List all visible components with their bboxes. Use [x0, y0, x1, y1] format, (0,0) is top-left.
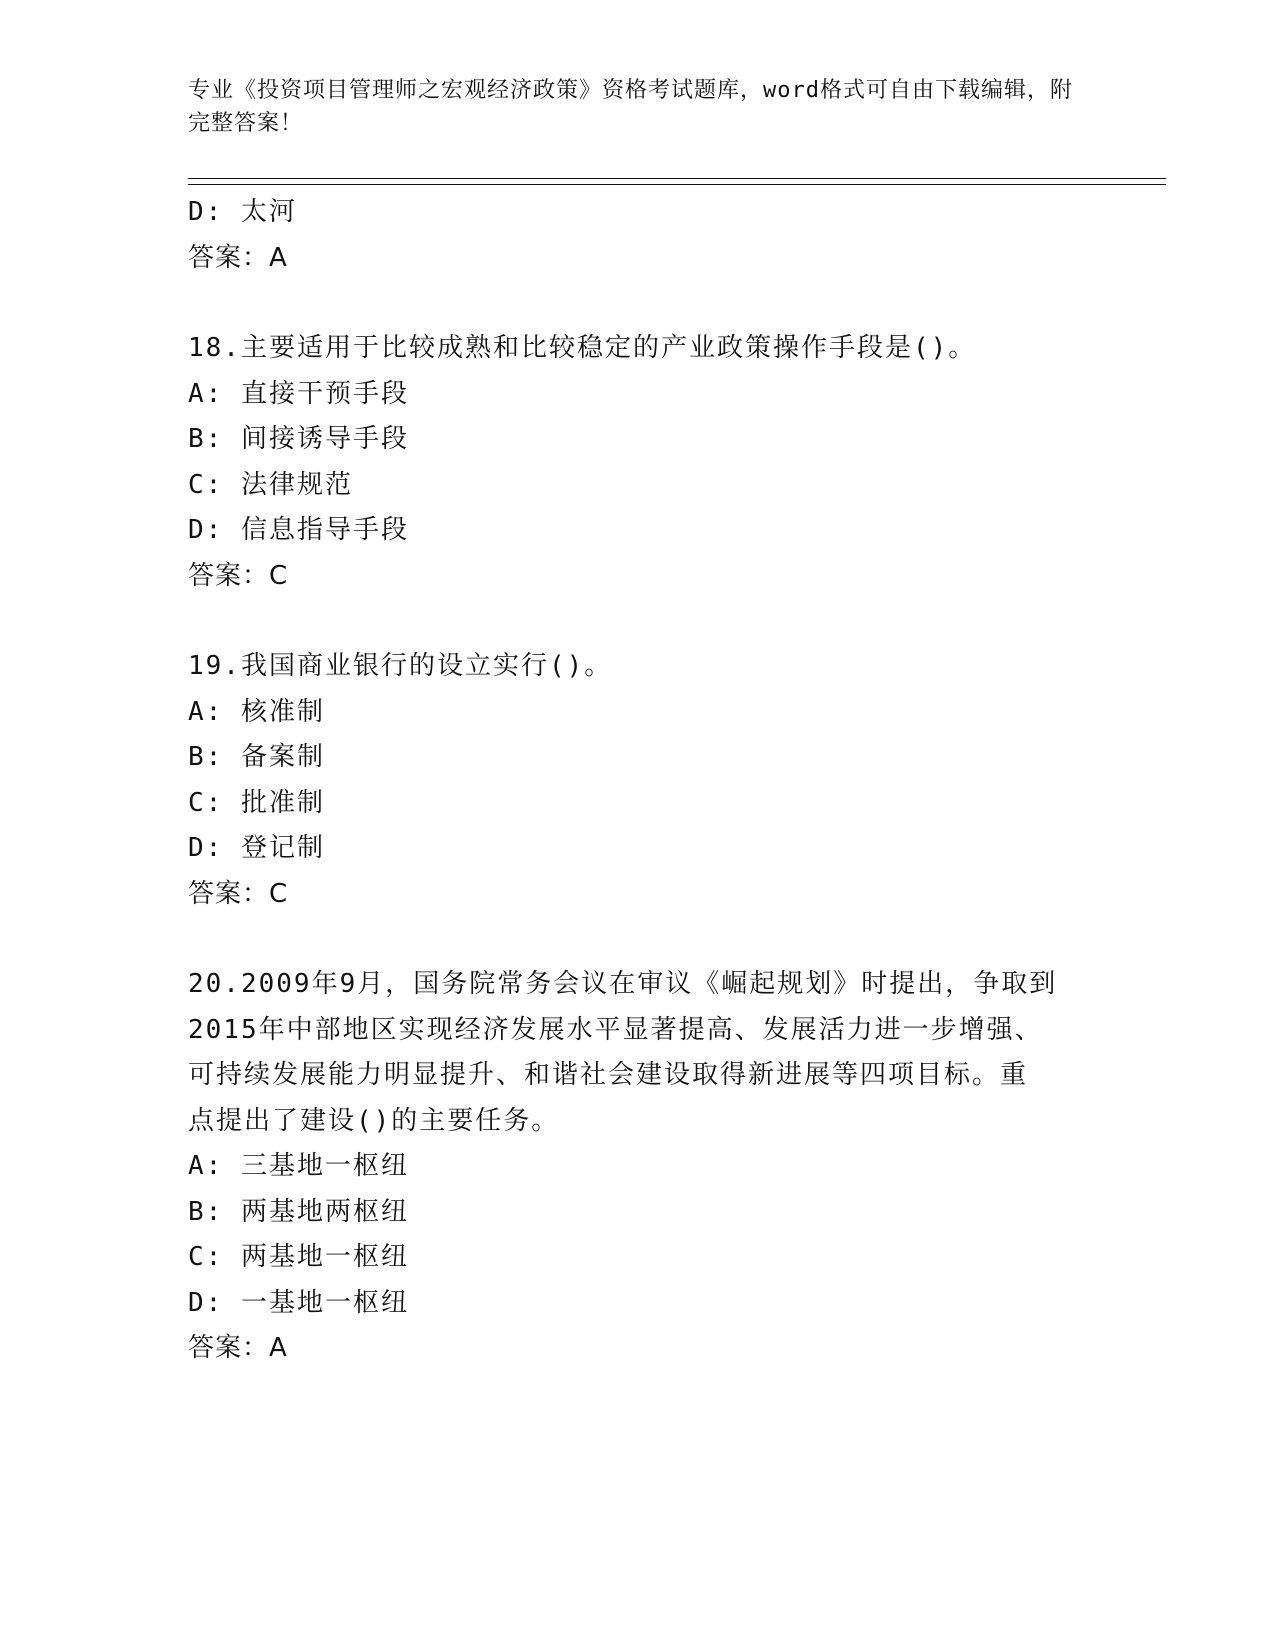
option-d: D: 登记制 [188, 833, 325, 863]
header-rule-top [188, 178, 1166, 179]
question-20 [188, 962, 1088, 1372]
page-header: 专业《投资项目管理师之宏观经济政策》资格考试题库，word格式可自由下载编辑，附完整答案！ [188, 78, 1073, 136]
option-c: C: 法律规范 [188, 469, 353, 500]
question-stem-line-2: 2015年中部地区实现经济发展水平显著提高、发展活力进一步增强、 [188, 1014, 1043, 1045]
option-a: A: 三基地一枢纽 [188, 1151, 409, 1181]
question-stem-line-1: 20.2009年9月，国务院常务会议在审议《崛起规划》时提出，争取到 [188, 969, 1058, 999]
option-b: B: 两基地两枢纽 [188, 1196, 409, 1227]
option-d: D: 信息指导手段 [188, 515, 409, 545]
option-b: B: 备案制 [188, 742, 325, 772]
prev-option-d: D: 太河 [188, 197, 297, 227]
answer: 答案：C [188, 560, 289, 591]
question-list [188, 190, 1088, 1372]
header-rule-bottom [188, 184, 1166, 185]
option-c: C: 两基地一枢纽 [188, 1242, 409, 1272]
answer: 答案：A [188, 1333, 288, 1363]
option-b: B: 间接诱导手段 [188, 424, 409, 454]
question-stem-line-4: 点提出了建设()的主要任务。 [188, 1105, 560, 1136]
prev-answer: 答案：A [188, 242, 288, 273]
option-d: D: 一基地一枢纽 [188, 1287, 409, 1318]
option-a: A: 核准制 [188, 696, 325, 727]
question-19 [188, 644, 1088, 917]
option-a: A: 直接干预手段 [188, 378, 409, 409]
question-stem: 19.我国商业银行的设立实行()。 [188, 651, 613, 681]
question-stem: 18.主要适用于比较成熟和比较稳定的产业政策操作手段是()。 [188, 333, 977, 363]
option-c: C: 批准制 [188, 787, 325, 818]
question-18 [188, 326, 1088, 599]
question-stem-line-3: 可持续发展能力明显提升、和谐社会建设取得新进展等四项目标。重 [188, 1060, 1029, 1090]
answer: 答案：C [188, 878, 289, 909]
